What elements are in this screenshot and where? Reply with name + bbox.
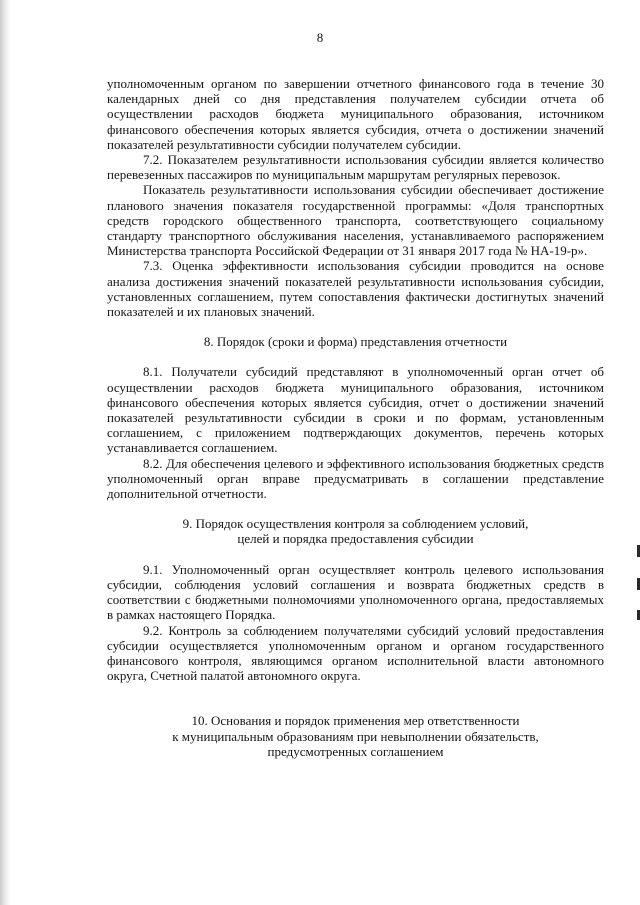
page-number: 8 — [316, 30, 324, 45]
section-9-heading: 9. Порядок осуществления контроля за соблюдением условий, целей и порядка предоставления субсидии — [182, 516, 529, 547]
section-8-heading: 8. Порядок (сроки и форма) представления отчетности — [203, 334, 508, 350]
section-10-heading: 10. Основания и порядок применения мер ответственности к муниципальным образованиям при невыполнении обязательств, предусмотренных соглашением — [172, 713, 539, 759]
paragraph-9-2: 9.2. Контроль за соблюдением получателями субсидий условий предоставления субсидии осуществляется уполномоченным органом и органом государственного финансового контроля, являющимся органом исполнительной власти автономного округа, Счетной палатой автономного округа. — [107, 622, 604, 684]
paragraph-9-1: 9.1. Уполномоченный орган осуществляет контроль целевого использования субсидии, соблюдения условий соглашения и возврата бюджетных средств в соответствии с бюджетными полномочиями уполномоченного органа, предоставляемых в рамках настоящего Порядка. — [107, 561, 604, 623]
scan-left-edge — [0, 0, 11, 905]
paragraph-7-1-continuation: уполномоченным органом по завершении отчетного финансового года в течение 30 календарных дней со дня представления получателем субсидии отчета об осуществлении расходов бюджета муниципального образования, источником финансового обеспечения которых является субсидия, отчета о достижении значений показателей результативности субсидии получателем субсидии. — [107, 76, 604, 152]
paragraph-7-3: 7.3. Оценка эффективности использования субсидии проводится на основе анализа достижения значений показателей результативности использования субсидии, установленных соглашением, путем сопоставления фактически достигнутых значений показателей и их плановых значений. — [107, 258, 604, 320]
document-body — [107, 76, 604, 759]
paragraph-7-2: 7.2. Показателем результативности использования субсидии является количество перевезенных пассажиров по муниципальным маршрутам регулярных перевозок. — [107, 152, 604, 183]
paragraph-8-1: 8.1. Получатели субсидий представляют в уполномоченный орган отчет об осуществлении расходов бюджета муниципального образования, источником финансового обеспечения которых является субсидия, отчет о достижении значений показателей результативности субсидии в сроки и по формам, установленным соглашением, с приложением подтверждающих документов, перечень которых устанавливается соглашением. — [107, 364, 604, 456]
paragraph-indicator: Показатель результативности использования субсидии обеспечивает достижение планового значения показателя государственной программы: «Доля транспортных средств городского общественного транспорта, соответствующего социальному стандарту транспортного обслуживания населения, устанавливаемого распоряжением Министерства транспорта Российской Федерации от 31 января 2017 года № НА-19-р». — [107, 182, 604, 259]
paragraph-8-2: 8.2. Для обеспечения целевого и эффективного использования бюджетных средств уполномоченный орган вправе предусматривать в соглашении представление дополнительной отчетности. — [107, 455, 604, 502]
